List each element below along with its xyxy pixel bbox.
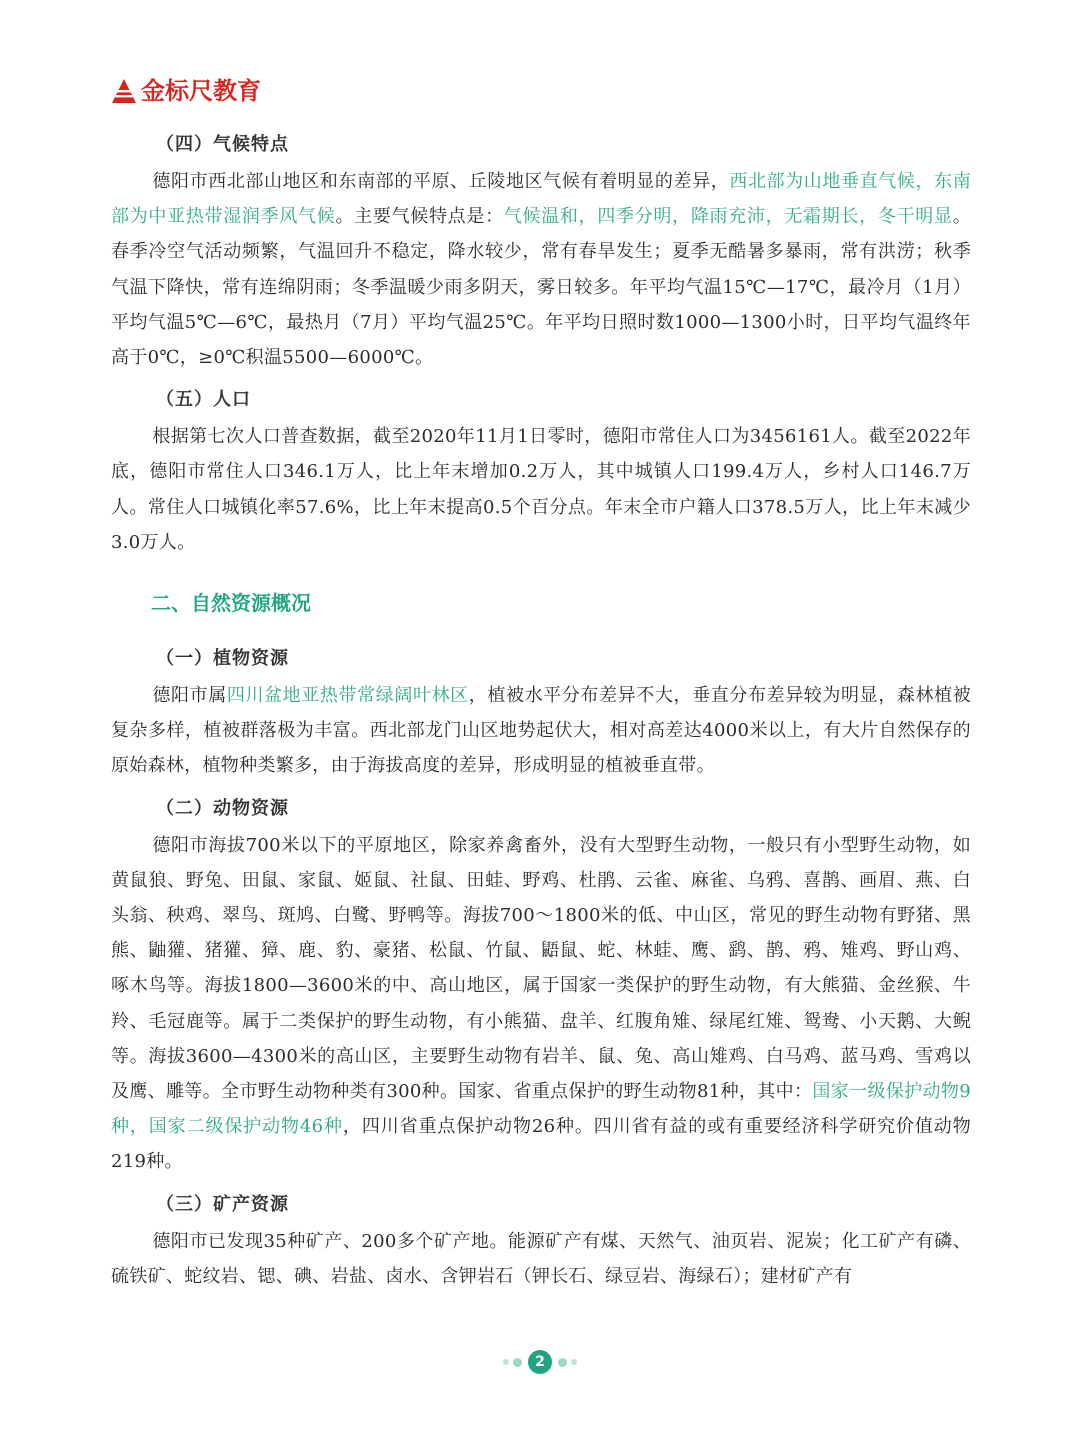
page-number: 2 [528, 1350, 552, 1374]
subsection-heading: （一）植物资源 [156, 648, 289, 670]
text-run: 德阳市已发现35种矿产、200多个矿产地。能源矿产有煤、天然气、油页岩、泥炭；化工矿产有磷、硫铁矿、蛇纹岩、锶、碘、岩盐、卤水、含钾岩石（钾长石、绿豆岩、海绿石）；建材矿产有 [111, 1230, 971, 1287]
document-body [111, 130, 971, 1294]
subsection-heading: （二）动物资源 [156, 797, 289, 819]
text-run: 。主要气候特点是： [335, 206, 504, 228]
brand-logo [111, 76, 261, 106]
paragraph [111, 828, 971, 1180]
text-run: ，植被水平分布差异不大，垂直分布差异较为明显，森林植被复杂多样，植被群落极为丰富。西北部龙门山区地势起伏大，相对高差达4000米以上，有大片自然保存的原始森林，植物种类繁多，由于海拔高度的差异，形成明显的植被垂直带。 [111, 685, 971, 777]
pager-dot [513, 1358, 522, 1367]
pager-dot [558, 1358, 567, 1367]
section-heading: 二、自然资源概况 [151, 591, 311, 616]
highlighted-text: 西北部为山地垂直气候，东南部为中亚热带湿润季风气候 [111, 171, 971, 228]
brand-name: 金标尺教育 [141, 77, 261, 105]
highlighted-text: 气候温和，四季分明，降雨充沛，无霜期长，冬干明显 [503, 206, 953, 228]
page-indicator [0, 1349, 1080, 1375]
pager-dot [571, 1359, 577, 1365]
paragraph [111, 678, 971, 784]
text-run: 。春季冷空气活动频繁，气温回升不稳定，降水较少，常有春旱发生；夏季无酷暑多暴雨，常有洪涝；秋季气温下降快，常有连绵阴雨；冬季温暖少雨多阴天，雾日较多。年平均气温15℃—17℃，最冷月（1月）平均气温5℃—6℃，最热月（7月）平均气温25℃。年平均日照时数1000—1300小时，日平均气温终年高于0℃，≥0℃积温5500—6000℃。 [111, 206, 971, 369]
paragraph [111, 164, 971, 375]
subsection-heading: （三）矿产资源 [156, 1193, 289, 1215]
subsection-heading: （五）人口 [156, 389, 251, 411]
highlighted-text: 国家一级保护动物9种，国家二级保护动物46种 [111, 1081, 972, 1138]
text-run: 德阳市属 [152, 685, 227, 707]
text-run: ，四川省重点保护动物26种。四川省有益的或有重要经济科学研究价值动物219种。 [111, 1116, 971, 1173]
logo-mark-icon [111, 78, 137, 104]
subsection-heading: （四）气候特点 [156, 134, 289, 155]
text-run: 德阳市海拔700米以下的平原地区，除家养禽畜外，没有大型野生动物，一般只有小型野生动物，如黄鼠狼、野兔、田鼠、家鼠、姬鼠、社鼠、田蛙、野鸡、杜鹃、云雀、麻雀、乌鸦、喜鹊、画眉、燕、白头翁、秧鸡、翠鸟、斑鸠、白鹭、野鸭等。海拔700～1800米的低、中山区，常见的野生动物有野猪、黑熊、鼬獾、猪獾、獐、鹿、豹、豪猪、松鼠、竹鼠、鼯鼠、蛇、林蛙、鹰、鹞、鹊、鸦、雉鸡、野山鸡、啄木鸟等。海拔1800—3600米的中、高山地区，属于国家一类保护的野生动物，有大熊猫、金丝猴、牛羚、毛冠鹿等。属于二类保护的野生动物，有小熊猫、盘羊、红腹角雉、绿尾红雉、鸳鸯、小天鹅、大鲵等。海拔3600—4300米的高山区，主要野生动物有岩羊、鼠、兔、高山雉鸡、白马鸡、蓝马鸡、雪鸡以及鹰、雕等。全市野生动物种类有300种。国家、省重点保护的野生动物81种，其中： [111, 834, 971, 1103]
highlighted-text: 四川盆地亚热带常绿阔叶林区 [226, 685, 469, 707]
text-run: 德阳市西北部山地区和东南部的平原、丘陵地区气候有着明显的差异， [152, 171, 730, 192]
text-run: 根据第七次人口普查数据，截至2020年11月1日零时，德阳市常住人口为3456161人。截至2022年底，德阳市常住人口346.1万人，比上年末增加0.2万人，其中城镇人口199.4万人，乡村人口146.7万人。常住人口城镇化率57.6%，比上年末提高0.5个百分点。年末全市户籍人口378.5万人，比上年末减少3.0万人。 [111, 426, 971, 553]
paragraph [111, 1224, 971, 1294]
paragraph [111, 419, 971, 560]
pager-dot [503, 1359, 509, 1365]
